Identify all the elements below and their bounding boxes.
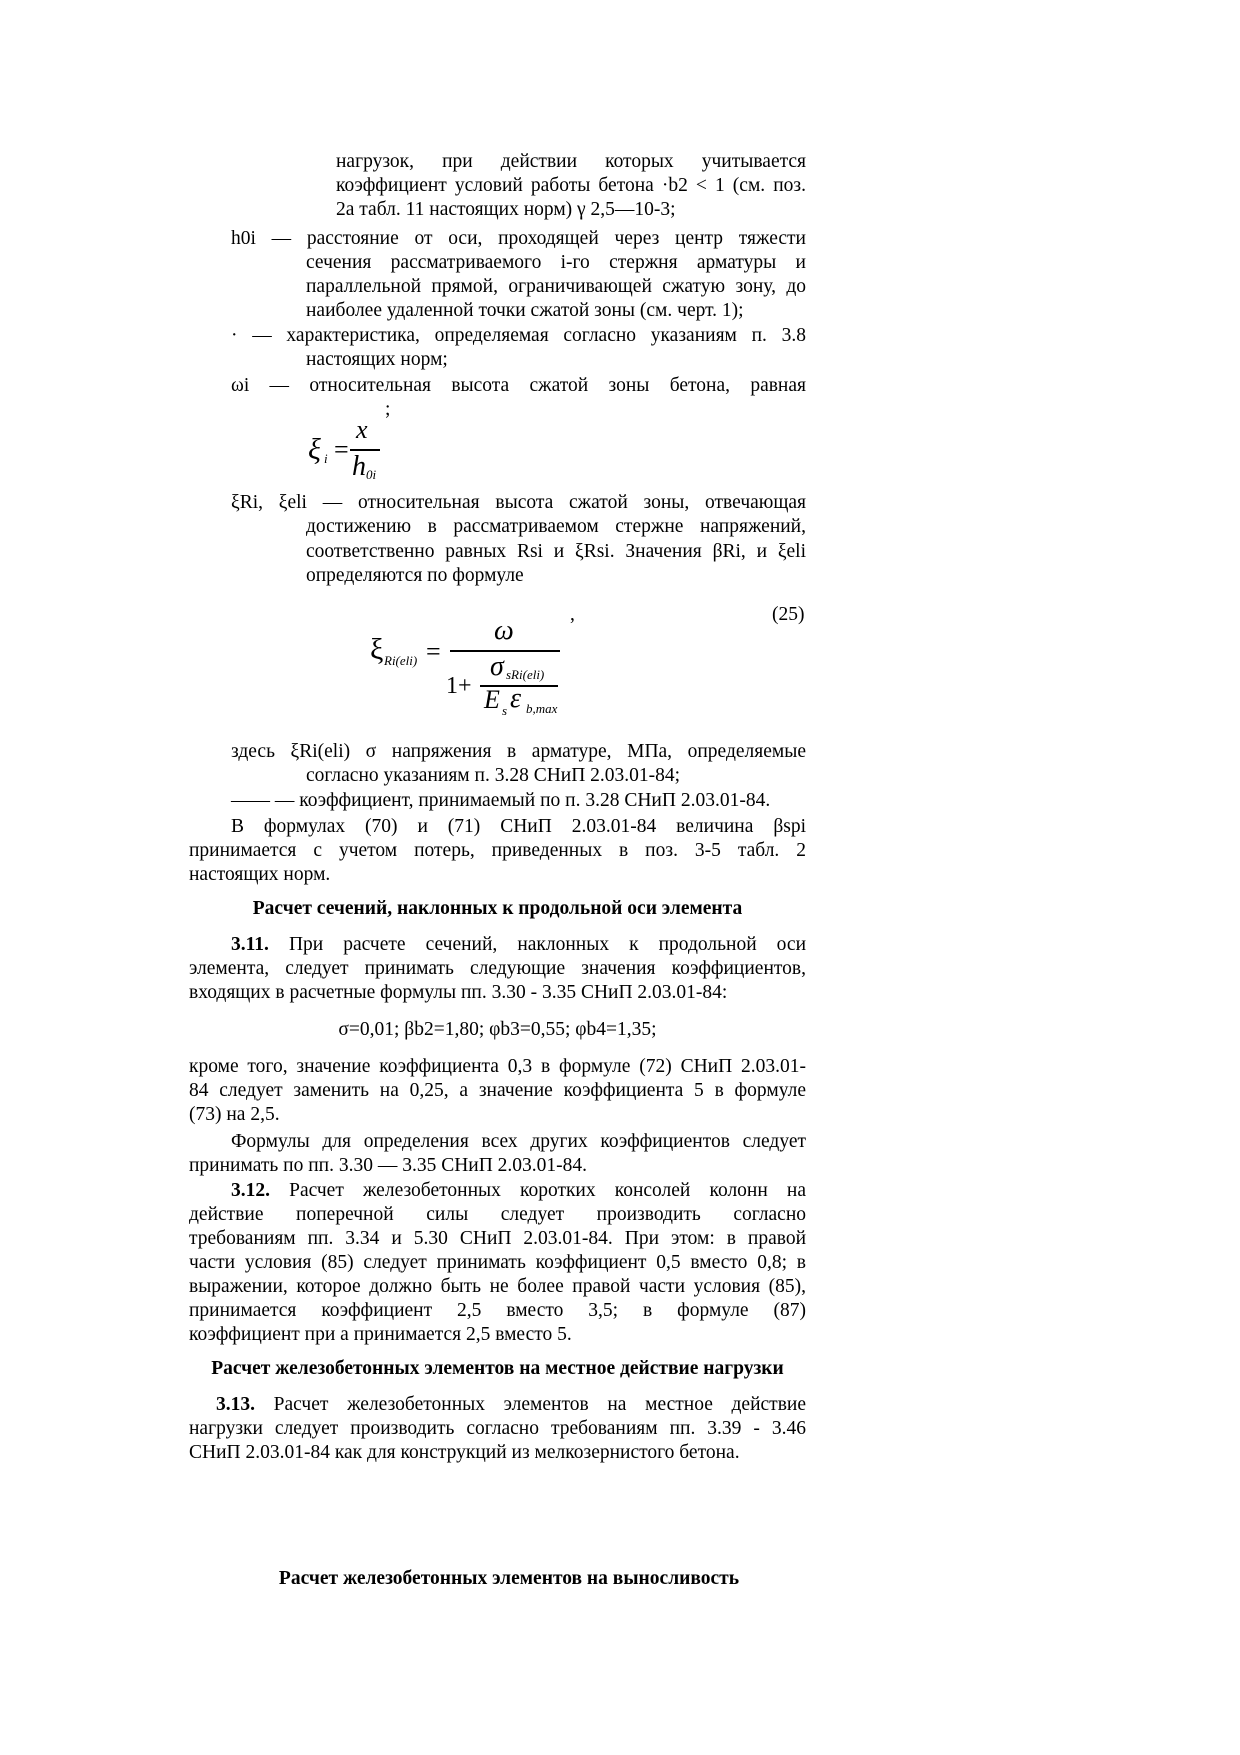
heading-inclined-sections: Расчет сечений, наклонных к продольной оси элемента bbox=[252, 898, 743, 919]
xi-line-3: соответственно равных Rsi и ξRsi. Значения βRi, и ξeli bbox=[306, 541, 806, 562]
h0i-line-3: параллельной прямой, ограничивающей сжатую зону, до bbox=[306, 276, 806, 297]
h0i-line-2: сечения рассматриваемого i-го стержня арматуры и bbox=[306, 252, 806, 273]
p311-line-3: входящих в расчетные формулы пп. 3.30 - 3.35 СНиП 2.03.01-84: bbox=[189, 982, 728, 1003]
p312-line-5: выражении, которое должно быть не более правой части условия (85), bbox=[189, 1276, 806, 1297]
p312-line-3: требованиям пп. 3.34 и 5.30 СНиП 2.03.01-84. При этом: в правой bbox=[189, 1228, 806, 1249]
p312-line-2: действие поперечной силы следует производить согласно bbox=[189, 1204, 806, 1225]
p312-line-4: части условия (85) следует принимать коэффициент 0,5 вместо 0,8; в bbox=[189, 1252, 806, 1273]
formula25-lhs-sub: Ri(eli) bbox=[384, 653, 418, 668]
p313-line-3: СНиП 2.03.01-84 как для конструкций из мелкозернистого бетона. bbox=[189, 1442, 740, 1463]
xi-line-1: ξRi, ξeli — относительная высота сжатой зоны, отвечающая bbox=[231, 492, 806, 513]
formula1-eq: = bbox=[334, 435, 349, 464]
formula25-number: (25) bbox=[772, 604, 805, 625]
p312-line-7: коэффициент при а принимается 2,5 вместо 5. bbox=[189, 1324, 572, 1345]
formula-xi-ratio bbox=[300, 415, 420, 485]
formula25-inner-num: σ bbox=[490, 651, 504, 682]
xi-line-2: достижению в рассматриваемом стержне напряжений, bbox=[306, 516, 806, 537]
formula25-inner-num-sub: sRi(eli) bbox=[506, 667, 545, 682]
besides-line-2: 84 следует заменить на 0,25, а значение коэффициента 5 в формуле bbox=[189, 1080, 806, 1101]
para-formulas-line-3: настоящих норм. bbox=[189, 864, 331, 885]
formula25-lhs: ξ bbox=[370, 633, 384, 666]
formula1-lhs: ξ bbox=[308, 433, 321, 466]
p313-number: 3.13. bbox=[216, 1394, 255, 1415]
para-formulas-line-2: принимается с учетом потерь, приведенных в поз. 3-5 табл. 2 bbox=[189, 840, 806, 861]
cont-line-2: коэффициент условий работы бетона ·b2 < 1 (см. поз. bbox=[336, 175, 806, 196]
omega-line-2: ; bbox=[385, 399, 391, 420]
p312-line-6: принимается коэффициент 2,5 вместо 3,5; в формуле (87) bbox=[189, 1300, 806, 1321]
coefficients-line: σ=0,01; βb2=1,80; φb3=0,55; φb4=1,35; bbox=[338, 1019, 657, 1040]
p311-line-1 bbox=[231, 933, 806, 957]
char-line-2: настоящих норм; bbox=[306, 349, 448, 370]
h0i-line-4: наиболее удаленной точки сжатой зоны (см. черт. 1); bbox=[306, 300, 744, 321]
formula25-inner-den-eps-sub: b,max bbox=[526, 701, 558, 716]
omega-line-1: ωi — относительная высота сжатой зоны бетона, равная bbox=[231, 375, 806, 396]
formula25-inner-den-E-sub: s bbox=[502, 703, 508, 718]
formula25-inner-den-E: E bbox=[484, 685, 500, 714]
formula1-denominator: h bbox=[352, 451, 366, 482]
formula1-lhs-sub: i bbox=[324, 451, 328, 466]
formula-25 bbox=[368, 615, 568, 725]
p311-number: 3.11. bbox=[231, 934, 269, 955]
p312-line-1 bbox=[231, 1179, 806, 1203]
heading-local-load: Расчет железобетонных элементов на местное действие нагрузки bbox=[211, 1358, 784, 1379]
p311-text-1: При расчете сечений, наклонных к продольной оси bbox=[288, 934, 807, 955]
formulas-all-line-2: принимать по пп. 3.30 — 3.35 СНиП 2.03.01-84. bbox=[189, 1155, 588, 1176]
cont-line-1: нагрузок, при действии которых учитывается bbox=[336, 151, 806, 172]
formula1-den-sub: 0i bbox=[366, 467, 377, 482]
besides-line-1: кроме того, значение коэффициента 0,3 в формуле (72) СНиП 2.03.01- bbox=[189, 1056, 806, 1077]
heading-endurance: Расчет железобетонных элементов на выносливость bbox=[278, 1568, 740, 1589]
besides-line-3: (73) на 2,5. bbox=[189, 1104, 280, 1125]
formula25-one-plus: 1+ bbox=[446, 673, 472, 699]
p313-text-1: Расчет железобетонных элементов на местное действие bbox=[273, 1394, 806, 1415]
here-line-1: здесь ξRi(eli) σ напряжения в арматуре, МПа, определяемые bbox=[231, 741, 806, 762]
p311-line-2: элемента, следует принимать следующие значения коэффициентов, bbox=[189, 958, 806, 979]
p312-text-1: Расчет железобетонных коротких консолей колонн на bbox=[289, 1180, 806, 1201]
formula25-comma: , bbox=[570, 604, 575, 625]
formula25-eq: = bbox=[426, 637, 441, 666]
here-line-2: согласно указаниям п. 3.28 СНиП 2.03.01-84; bbox=[306, 765, 681, 786]
formula25-numerator: ω bbox=[494, 615, 514, 646]
formula1-numerator: x bbox=[356, 415, 368, 444]
p312-number: 3.12. bbox=[231, 1180, 270, 1201]
h0i-line-1: h0i — расстояние от оси, проходящей через центр тяжести bbox=[231, 228, 806, 249]
formula25-main-bar bbox=[450, 650, 560, 652]
p313-line-1 bbox=[216, 1393, 806, 1417]
cont-line-3: 2а табл. 11 настоящих норм) γ 2,5—10-3; bbox=[336, 199, 676, 220]
formulas-all-line-1: Формулы для определения всех других коэффициентов следует bbox=[231, 1131, 806, 1152]
here-line-3: —— — коэффициент, принимаемый по п. 3.28 СНиП 2.03.01-84. bbox=[231, 790, 771, 811]
formula25-inner-den-eps: ε bbox=[510, 683, 522, 714]
p313-line-2: нагрузки следует производить согласно требованиям пп. 3.39 - 3.46 bbox=[189, 1418, 806, 1439]
xi-line-4: определяются по формуле bbox=[306, 565, 524, 586]
char-line-1: · — характеристика, определяемая согласно указаниям п. 3.8 bbox=[231, 325, 806, 346]
para-formulas-line-1: В формулах (70) и (71) СНиП 2.03.01-84 величина βspi bbox=[231, 816, 806, 837]
